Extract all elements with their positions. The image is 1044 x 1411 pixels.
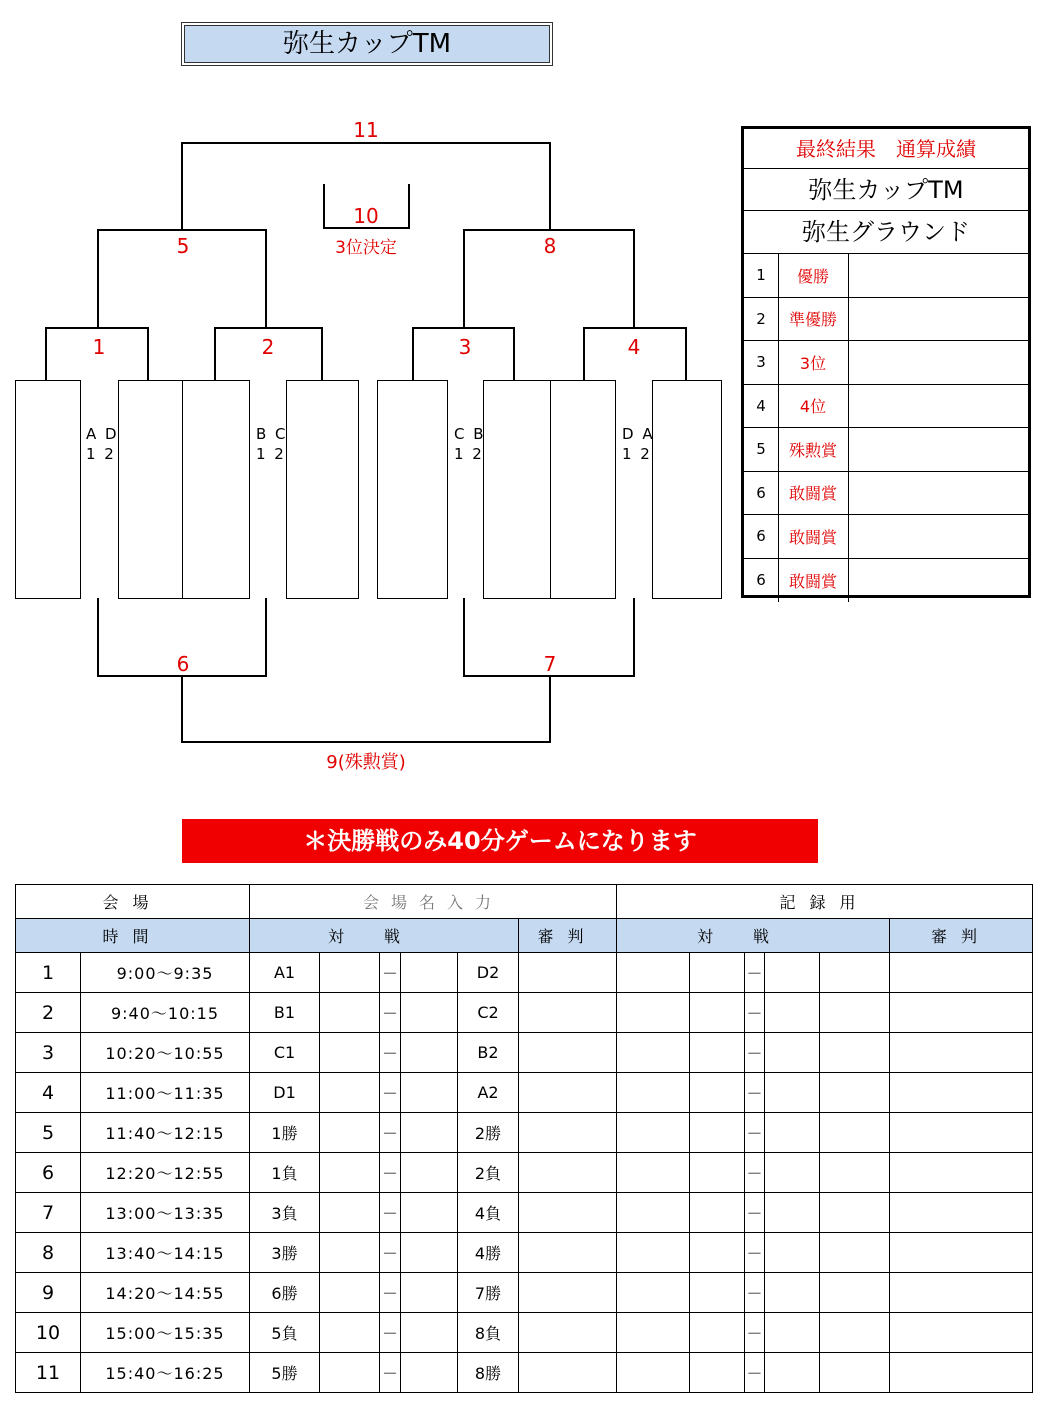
score-dash: － (380, 1313, 401, 1353)
away-team: B2 (458, 1033, 519, 1073)
record-home-score-input[interactable] (690, 1153, 745, 1193)
results-row (744, 254, 1028, 298)
referee-input[interactable] (519, 993, 617, 1033)
results-row-number: 6 (744, 472, 779, 515)
game-number: 9 (16, 1273, 81, 1313)
game-number: 8 (16, 1233, 81, 1273)
away-score-input[interactable] (401, 1353, 458, 1393)
table-row (16, 953, 1033, 993)
game-number: 4 (16, 1073, 81, 1113)
results-row (744, 559, 1028, 603)
game-time: 9:00～9:35 (81, 953, 250, 993)
score-dash: － (380, 1073, 401, 1113)
home-score-input[interactable] (320, 1313, 380, 1353)
record-home-input[interactable] (617, 1113, 690, 1153)
referee-header: 審判 (519, 919, 617, 953)
referee-input[interactable] (519, 1273, 617, 1313)
results-row (744, 428, 1028, 472)
home-score-input[interactable] (320, 1353, 380, 1393)
table-row (16, 1353, 1033, 1393)
team-slot-a2[interactable] (652, 380, 722, 599)
game-number: 10 (16, 1313, 81, 1353)
away-score-input[interactable] (401, 1113, 458, 1153)
record-referee-input[interactable] (890, 1153, 1033, 1193)
record-referee-input[interactable] (890, 1193, 1033, 1233)
record-score-dash: － (745, 1193, 765, 1233)
game-time: 13:00～13:35 (81, 1193, 250, 1233)
home-team: 3負 (250, 1193, 320, 1233)
record-home-input[interactable] (617, 1193, 690, 1233)
record-referee-input[interactable] (890, 1073, 1033, 1113)
record-away-input[interactable] (820, 1353, 890, 1393)
home-team: A1 (250, 953, 320, 993)
time-header: 時間 (16, 919, 250, 953)
record-away-input[interactable] (820, 1113, 890, 1153)
referee-input[interactable] (519, 1313, 617, 1353)
score-dash: － (380, 953, 401, 993)
record-match-header: 対戦 (617, 919, 890, 953)
away-score-input[interactable] (401, 1073, 458, 1113)
record-away-input[interactable] (820, 1153, 890, 1193)
results-row-rank: 殊勲賞 (778, 428, 849, 471)
away-score-input[interactable] (401, 1313, 458, 1353)
table-row (16, 1153, 1033, 1193)
team-slot-b2[interactable] (483, 380, 551, 599)
match-label-9: 9(殊勲賞) (326, 752, 406, 773)
record-home-input[interactable] (617, 1233, 690, 1273)
table-row (16, 1233, 1033, 1273)
record-home-input[interactable] (617, 1353, 690, 1393)
record-home-score-input[interactable] (690, 1073, 745, 1113)
record-away-input[interactable] (820, 953, 890, 993)
score-dash: － (380, 1153, 401, 1193)
match-label-11: 11 (353, 118, 379, 142)
record-away-score-input[interactable] (765, 1033, 820, 1073)
home-score-input[interactable] (320, 953, 380, 993)
home-team: 1勝 (250, 1113, 320, 1153)
home-team: 5勝 (250, 1353, 320, 1393)
game-number: 1 (16, 953, 81, 993)
score-dash: － (380, 1233, 401, 1273)
home-team: 1負 (250, 1153, 320, 1193)
score-dash: － (380, 1033, 401, 1073)
table-row (16, 1073, 1033, 1113)
record-away-score-input[interactable] (765, 1193, 820, 1233)
results-row-number: 3 (744, 341, 779, 384)
match-label-10-sub: 3位決定 (335, 238, 397, 258)
home-team: C1 (250, 1033, 320, 1073)
team-slot-a1[interactable] (15, 380, 81, 599)
game-number: 2 (16, 993, 81, 1033)
game-time: 11:00～11:35 (81, 1073, 250, 1113)
away-score-input[interactable] (401, 993, 458, 1033)
results-row-rank: 優勝 (778, 254, 849, 297)
results-row-number: 4 (744, 385, 779, 428)
game-time: 15:40～16:25 (81, 1353, 250, 1393)
away-team: 4負 (458, 1193, 519, 1233)
away-team: 2勝 (458, 1113, 519, 1153)
record-home-score-input[interactable] (690, 1313, 745, 1353)
record-home-input[interactable] (617, 1313, 690, 1353)
record-home-input[interactable] (617, 1273, 690, 1313)
table-row (16, 1033, 1033, 1073)
record-referee-input[interactable] (890, 1353, 1033, 1393)
record-home-input[interactable] (617, 1153, 690, 1193)
record-score-dash: － (745, 1313, 765, 1353)
match-label-4: 4 (627, 335, 641, 359)
record-away-score-input[interactable] (765, 1233, 820, 1273)
record-score-dash: － (745, 1233, 765, 1273)
record-home-score-input[interactable] (690, 1273, 745, 1313)
page-title: 弥生カップTM (181, 22, 553, 66)
record-away-score-input[interactable] (765, 993, 820, 1033)
results-row (744, 515, 1028, 559)
record-referee-header: 審判 (890, 919, 1033, 953)
venue-label: 会場 (16, 885, 250, 919)
referee-input[interactable] (519, 953, 617, 993)
record-score-dash: － (745, 953, 765, 993)
record-score-dash: － (745, 1073, 765, 1113)
home-team: 5負 (250, 1313, 320, 1353)
team-slot-c1[interactable] (377, 380, 448, 599)
record-away-score-input[interactable] (765, 1073, 820, 1113)
record-away-input[interactable] (820, 993, 890, 1033)
seed-label-3: C B 1 2 (454, 425, 486, 463)
results-row-number: 5 (744, 428, 779, 471)
results-header: 最終結果 通算成績 (744, 129, 1028, 169)
record-score-dash: － (745, 993, 765, 1033)
score-dash: － (380, 1353, 401, 1393)
game-number: 6 (16, 1153, 81, 1193)
results-panel (741, 126, 1031, 598)
away-team: 8負 (458, 1313, 519, 1353)
results-venue-name: 弥生グラウンド (744, 211, 1028, 254)
results-row-rank: 敢闘賞 (778, 559, 849, 603)
home-team: B1 (250, 993, 320, 1033)
record-home-score-input[interactable] (690, 1193, 745, 1233)
match-header: 対戦 (250, 919, 519, 953)
results-row-team-input[interactable] (849, 385, 1028, 428)
record-away-score-input[interactable] (765, 1313, 820, 1353)
home-score-input[interactable] (320, 1193, 380, 1233)
game-number: 3 (16, 1033, 81, 1073)
record-away-input[interactable] (820, 1233, 890, 1273)
results-row-rank: 敢闘賞 (778, 515, 849, 558)
referee-input[interactable] (519, 1033, 617, 1073)
notice-banner: ＊決勝戦のみ40分ゲームになります (182, 819, 818, 863)
game-time: 10:20～10:55 (81, 1033, 250, 1073)
table-row (16, 993, 1033, 1033)
game-time: 9:40～10:15 (81, 993, 250, 1033)
record-score-dash: － (745, 1113, 765, 1153)
game-time: 15:00～15:35 (81, 1313, 250, 1353)
home-team: 3勝 (250, 1233, 320, 1273)
game-number: 11 (16, 1353, 81, 1393)
results-row (744, 472, 1028, 516)
record-referee-input[interactable] (890, 1033, 1033, 1073)
record-home-input[interactable] (617, 953, 690, 993)
home-score-input[interactable] (320, 1113, 380, 1153)
record-score-dash: － (745, 1033, 765, 1073)
record-home-score-input[interactable] (690, 993, 745, 1033)
referee-input[interactable] (519, 1193, 617, 1233)
results-row-team-input[interactable] (849, 298, 1028, 341)
results-row-rank: 準優勝 (778, 298, 849, 341)
game-number: 5 (16, 1113, 81, 1153)
score-dash: － (380, 1273, 401, 1313)
referee-input[interactable] (519, 1113, 617, 1153)
record-home-score-input[interactable] (690, 953, 745, 993)
game-time: 12:20～12:55 (81, 1153, 250, 1193)
score-dash: － (380, 1193, 401, 1233)
away-team: 4勝 (458, 1233, 519, 1273)
record-home-score-input[interactable] (690, 1233, 745, 1273)
results-tournament-name: 弥生カップTM (744, 169, 1028, 211)
match-label-5: 5 (176, 234, 190, 258)
away-team: 8勝 (458, 1353, 519, 1393)
match-label-8: 8 (543, 234, 557, 258)
away-score-input[interactable] (401, 1033, 458, 1073)
seed-label-2: B C 1 2 (256, 425, 288, 463)
game-time: 13:40～14:15 (81, 1233, 250, 1273)
record-away-input[interactable] (820, 1193, 890, 1233)
table-row (16, 1313, 1033, 1353)
game-number: 7 (16, 1193, 81, 1233)
record-home-input[interactable] (617, 993, 690, 1033)
record-score-dash: － (745, 1153, 765, 1193)
away-team: C2 (458, 993, 519, 1033)
record-away-input[interactable] (820, 1073, 890, 1113)
results-row-team-input[interactable] (849, 254, 1028, 297)
score-dash: － (380, 993, 401, 1033)
results-row-team-input[interactable] (849, 341, 1028, 384)
home-score-input[interactable] (320, 1233, 380, 1273)
results-row-rank: 3位 (778, 341, 849, 384)
results-row-number: 6 (744, 515, 779, 558)
schedule-table (15, 884, 1033, 1393)
record-away-score-input[interactable] (765, 1353, 820, 1393)
table-row (16, 1193, 1033, 1233)
away-team: D2 (458, 953, 519, 993)
referee-input[interactable] (519, 1353, 617, 1393)
record-home-input[interactable] (617, 1033, 690, 1073)
results-row-team-input[interactable] (849, 428, 1028, 471)
away-team: A2 (458, 1073, 519, 1113)
table-row (16, 1273, 1033, 1313)
home-score-input[interactable] (320, 1033, 380, 1073)
game-time: 11:40～12:15 (81, 1113, 250, 1153)
away-score-input[interactable] (401, 1273, 458, 1313)
results-row-rank: 敢闘賞 (778, 472, 849, 515)
game-time: 14:20～14:55 (81, 1273, 250, 1313)
match-label-1: 1 (92, 335, 106, 359)
record-home-score-input[interactable] (690, 1033, 745, 1073)
results-row-number: 1 (744, 254, 779, 297)
away-score-input[interactable] (401, 953, 458, 993)
venue-name-input[interactable]: 会場名入力 (250, 885, 617, 919)
bracket-line-match-9 (182, 676, 550, 742)
table-row (16, 1113, 1033, 1153)
record-away-score-input[interactable] (765, 953, 820, 993)
results-row-team-input[interactable] (849, 472, 1028, 515)
match-label-2: 2 (261, 335, 275, 359)
home-team: D1 (250, 1073, 320, 1113)
results-row (744, 341, 1028, 385)
record-referee-input[interactable] (890, 1113, 1033, 1153)
record-away-input[interactable] (820, 1313, 890, 1353)
record-away-input[interactable] (820, 1273, 890, 1313)
seed-label-1: A D 1 2 (86, 425, 119, 463)
team-slot-d2[interactable] (118, 380, 183, 599)
home-score-input[interactable] (320, 993, 380, 1033)
record-score-dash: － (745, 1353, 765, 1393)
results-row-team-input[interactable] (849, 515, 1028, 558)
home-score-input[interactable] (320, 1153, 380, 1193)
results-row (744, 385, 1028, 429)
results-row-number: 2 (744, 298, 779, 341)
referee-input[interactable] (519, 1073, 617, 1113)
referee-input[interactable] (519, 1233, 617, 1273)
results-row-team-input[interactable] (849, 559, 1028, 603)
record-referee-input[interactable] (890, 1313, 1033, 1353)
away-score-input[interactable] (401, 1233, 458, 1273)
team-slot-b1[interactable] (182, 380, 250, 599)
record-referee-input[interactable] (890, 1233, 1033, 1273)
results-row-rank: 4位 (778, 385, 849, 428)
away-team: 2負 (458, 1153, 519, 1193)
record-referee-input[interactable] (890, 993, 1033, 1033)
match-label-3: 3 (458, 335, 472, 359)
record-home-input[interactable] (617, 1073, 690, 1113)
record-score-dash: － (745, 1273, 765, 1313)
home-score-input[interactable] (320, 1073, 380, 1113)
results-row (744, 298, 1028, 342)
seed-label-4: D A 1 2 (622, 425, 655, 463)
record-referee-input[interactable] (890, 1273, 1033, 1313)
home-team: 6勝 (250, 1273, 320, 1313)
record-away-score-input[interactable] (765, 1273, 820, 1313)
match-label-7: 7 (543, 652, 557, 676)
match-label-6: 6 (176, 652, 190, 676)
team-slot-c2[interactable] (286, 380, 359, 599)
away-team: 7勝 (458, 1273, 519, 1313)
away-score-input[interactable] (401, 1153, 458, 1193)
record-home-score-input[interactable] (690, 1113, 745, 1153)
record-referee-input[interactable] (890, 953, 1033, 993)
record-label: 記録用 (617, 885, 1033, 919)
referee-input[interactable] (519, 1153, 617, 1193)
score-dash: － (380, 1113, 401, 1153)
record-away-score-input[interactable] (765, 1153, 820, 1193)
match-label-10: 10 (353, 204, 379, 228)
home-score-input[interactable] (320, 1273, 380, 1313)
record-home-score-input[interactable] (690, 1353, 745, 1393)
record-away-input[interactable] (820, 1033, 890, 1073)
results-row-number: 6 (744, 559, 779, 603)
team-slot-d1[interactable] (550, 380, 616, 599)
away-score-input[interactable] (401, 1193, 458, 1233)
record-away-score-input[interactable] (765, 1113, 820, 1153)
